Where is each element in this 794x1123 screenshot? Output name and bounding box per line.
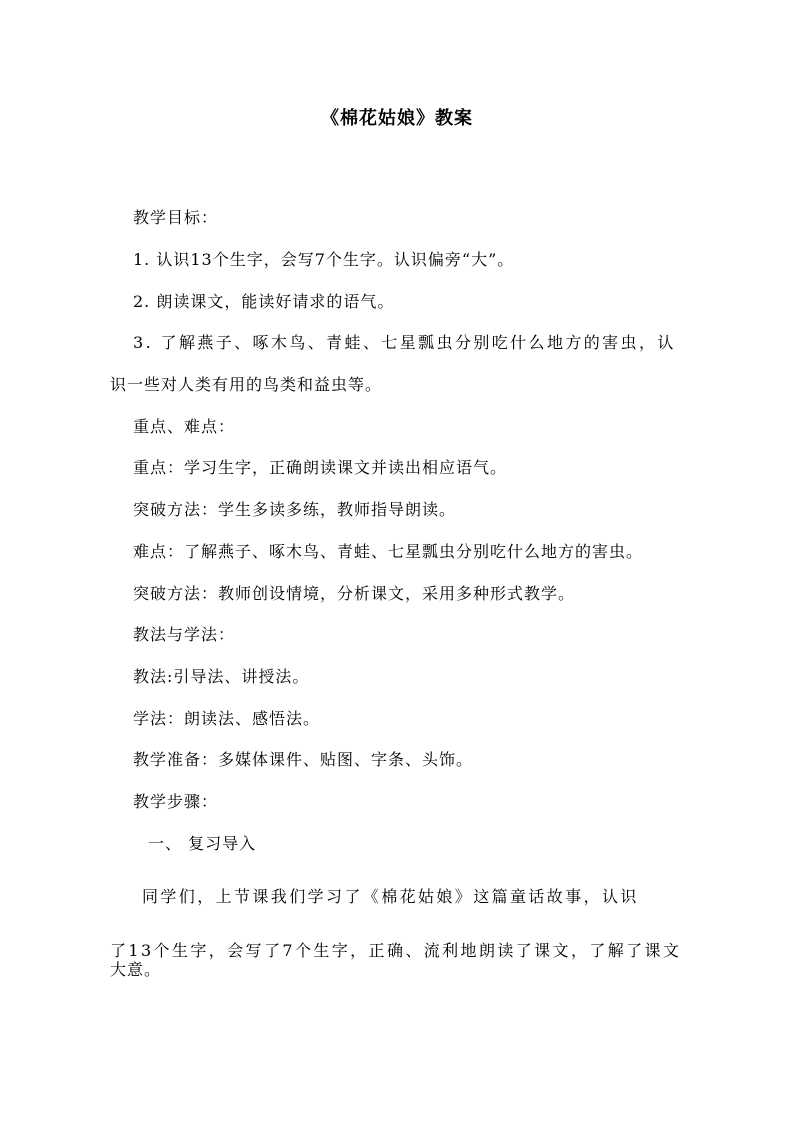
difficult-point: 难点：了解燕子、啄木鸟、青蛙、七星瓢虫分别吃什么地方的害虫。 <box>133 542 644 561</box>
difficult-point-method: 突破方法：教师创设情境，分析课文，采用多种形式教学。 <box>133 584 576 603</box>
heading-teaching-goals: 教学目标： <box>133 208 219 227</box>
step-1-review: 一、 复习导入 <box>148 834 257 853</box>
teaching-preparation: 教学准备：多媒体课件、贴图、字条、头饰。 <box>133 750 474 769</box>
heading-methods: 教法与学法： <box>133 625 236 644</box>
step-1-paragraph-line-1: 同学们，上节课我们学习了《棉花姑娘》这篇童话故事，认识 <box>142 887 639 906</box>
key-point-method: 突破方法：学生多读多练，教师指导朗读。 <box>133 500 457 519</box>
goal-item-1: 1. 认识13个生字，会写7个生字。认识偏旁“大”。 <box>133 250 515 269</box>
key-point: 重点：学习生字，正确朗读课文并读出相应语气。 <box>133 458 508 477</box>
step-1-paragraph-line-2: 了13个生字，会写了7个生字，正确、流利地朗读了课文，了解了课文 <box>110 941 682 960</box>
heading-teaching-steps: 教学步骤： <box>133 792 219 811</box>
goal-item-3: 3. 了解燕子、啄木鸟、青蛙、七星瓢虫分别吃什么地方的害虫，认 <box>133 333 676 352</box>
document-title: 《棉花姑娘》教案 <box>321 108 473 129</box>
heading-key-points: 重点、难点： <box>133 417 236 436</box>
teaching-method: 教法:引导法、讲授法。 <box>133 667 310 686</box>
step-1-paragraph-line-3: 大意。 <box>110 960 162 979</box>
goal-item-2: 2. 朗读课文，能读好请求的语气。 <box>133 292 395 311</box>
learning-method: 学法：朗读法、感悟法。 <box>133 709 321 728</box>
goal-item-3-continued: 识一些对人类有用的鸟类和益虫等。 <box>110 375 383 394</box>
